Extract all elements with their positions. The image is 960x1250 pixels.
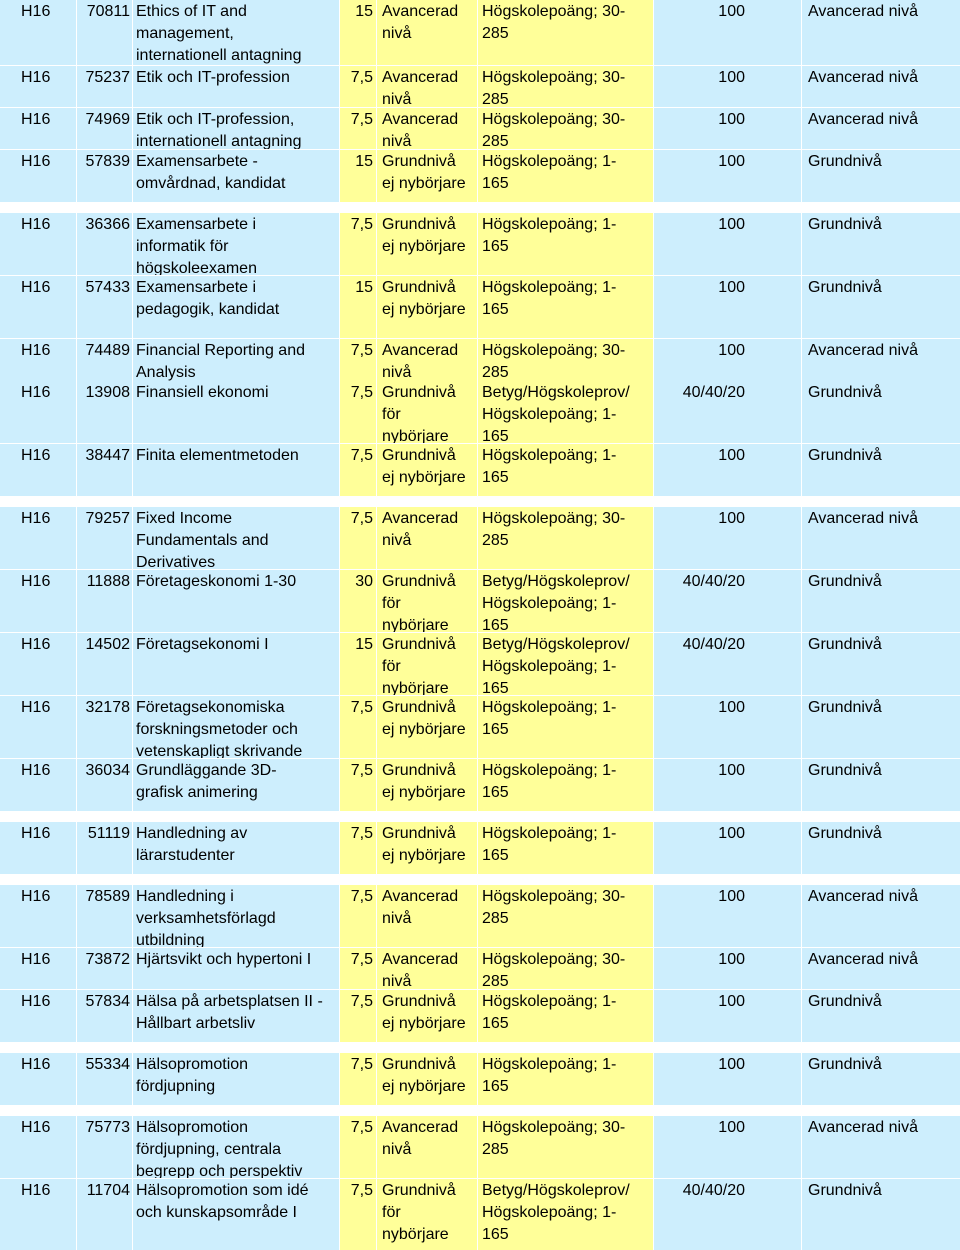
grading-cell: Betyg/Högskoleprov/ Högskolepoäng; 1- 165 bbox=[478, 633, 653, 695]
row-separator bbox=[0, 1042, 960, 1053]
row-separator bbox=[0, 874, 960, 885]
level-cell: Grundnivå ej nybörjare bbox=[377, 822, 477, 874]
percentage-cell: 100 bbox=[654, 276, 801, 338]
percentage-cell: 100 bbox=[654, 990, 801, 1042]
level-cell: Grundnivå ej nybörjare bbox=[377, 276, 477, 338]
level-cell: Grundnivå för nybörjare bbox=[377, 570, 477, 632]
table-row bbox=[0, 339, 960, 381]
term-cell: H16 bbox=[0, 759, 76, 811]
term-cell: H16 bbox=[0, 108, 76, 149]
level-cell: Grundnivå för nybörjare bbox=[377, 1179, 477, 1250]
table-row bbox=[0, 948, 960, 989]
percentage-cell: 100 bbox=[654, 696, 801, 758]
level-cell: Grundnivå ej nybörjare bbox=[377, 213, 477, 275]
percentage-cell: 100 bbox=[654, 885, 801, 947]
level-cell: Grundnivå ej nybörjare bbox=[377, 1053, 477, 1105]
level-cell: Grundnivå ej nybörjare bbox=[377, 990, 477, 1042]
row-separator bbox=[0, 1105, 960, 1116]
requirement-cell: Grundnivå bbox=[802, 276, 960, 338]
course-name-cell: Examensarbete i informatik för högskoleexamen bbox=[133, 213, 339, 275]
table-row bbox=[0, 276, 960, 338]
credits-cell: 7,5 bbox=[340, 1179, 376, 1250]
term-cell: H16 bbox=[0, 1116, 76, 1178]
row-separator bbox=[0, 496, 960, 507]
table-row bbox=[0, 213, 960, 275]
term-cell: H16 bbox=[0, 822, 76, 874]
table-row bbox=[0, 0, 960, 65]
percentage-cell: 100 bbox=[654, 108, 801, 149]
term-cell: H16 bbox=[0, 948, 76, 989]
course-code-cell: 73872 bbox=[77, 948, 132, 989]
level-cell: Avancerad nivå bbox=[377, 339, 477, 381]
course-name-cell: Etik och IT-profession bbox=[133, 66, 339, 107]
level-cell: Grundnivå ej nybörjare bbox=[377, 150, 477, 202]
level-cell: Avancerad nivå bbox=[377, 1116, 477, 1178]
percentage-cell: 100 bbox=[654, 66, 801, 107]
table-row bbox=[0, 990, 960, 1042]
table-row bbox=[0, 570, 960, 632]
credits-cell: 15 bbox=[340, 0, 376, 65]
term-cell: H16 bbox=[0, 66, 76, 107]
course-code-cell: 55334 bbox=[77, 1053, 132, 1105]
credits-cell: 7,5 bbox=[340, 444, 376, 496]
grading-cell: Högskolepoäng; 30- 285 bbox=[478, 66, 653, 107]
grading-cell: Högskolepoäng; 1- 165 bbox=[478, 150, 653, 202]
credits-cell: 15 bbox=[340, 633, 376, 695]
requirement-cell: Grundnivå bbox=[802, 696, 960, 758]
grading-cell: Högskolepoäng; 30- 285 bbox=[478, 507, 653, 569]
course-code-cell: 57834 bbox=[77, 990, 132, 1042]
grading-cell: Högskolepoäng; 1- 165 bbox=[478, 759, 653, 811]
credits-cell: 7,5 bbox=[340, 990, 376, 1042]
term-cell: H16 bbox=[0, 276, 76, 338]
course-name-cell: Grundläggande 3D- grafisk animering bbox=[133, 759, 339, 811]
course-code-cell: 74969 bbox=[77, 108, 132, 149]
term-cell: H16 bbox=[0, 696, 76, 758]
row-separator bbox=[0, 338, 960, 339]
level-cell: Avancerad nivå bbox=[377, 108, 477, 149]
term-cell: H16 bbox=[0, 213, 76, 275]
percentage-cell: 40/40/20 bbox=[654, 570, 801, 632]
course-name-cell: Hälsopromotion fördjupning bbox=[133, 1053, 339, 1105]
requirement-cell: Avancerad nivå bbox=[802, 507, 960, 569]
course-code-cell: 57839 bbox=[77, 150, 132, 202]
level-cell: Avancerad nivå bbox=[377, 948, 477, 989]
course-name-cell: Hälsopromotion som idé och kunskapsområde I bbox=[133, 1179, 339, 1250]
term-cell: H16 bbox=[0, 507, 76, 569]
credits-cell: 7,5 bbox=[340, 1053, 376, 1105]
grading-cell: Högskolepoäng; 1- 165 bbox=[478, 1053, 653, 1105]
course-name-cell: Financial Reporting and Analysis bbox=[133, 339, 339, 381]
course-code-cell: 36034 bbox=[77, 759, 132, 811]
grading-cell: Högskolepoäng; 1- 165 bbox=[478, 276, 653, 338]
course-name-cell: Examensarbete - omvårdnad, kandidat bbox=[133, 150, 339, 202]
course-code-cell: 79257 bbox=[77, 507, 132, 569]
table-row bbox=[0, 507, 960, 569]
term-cell: H16 bbox=[0, 570, 76, 632]
term-cell: H16 bbox=[0, 633, 76, 695]
requirement-cell: Avancerad nivå bbox=[802, 108, 960, 149]
percentage-cell: 100 bbox=[654, 150, 801, 202]
grading-cell: Högskolepoäng; 30- 285 bbox=[478, 885, 653, 947]
credits-cell: 7,5 bbox=[340, 213, 376, 275]
requirement-cell: Avancerad nivå bbox=[802, 885, 960, 947]
grading-cell: Betyg/Högskoleprov/ Högskolepoäng; 1- 165 bbox=[478, 1179, 653, 1250]
table-row bbox=[0, 381, 960, 443]
term-cell: H16 bbox=[0, 0, 76, 65]
course-code-cell: 75773 bbox=[77, 1116, 132, 1178]
percentage-cell: 100 bbox=[654, 1116, 801, 1178]
credits-cell: 7,5 bbox=[340, 885, 376, 947]
percentage-cell: 40/40/20 bbox=[654, 633, 801, 695]
level-cell: Avancerad nivå bbox=[377, 0, 477, 65]
course-name-cell: Etik och IT-profession, internationell antagning bbox=[133, 108, 339, 149]
requirement-cell: Grundnivå bbox=[802, 633, 960, 695]
percentage-cell: 100 bbox=[654, 948, 801, 989]
course-code-cell: 70811 bbox=[77, 0, 132, 65]
term-cell: H16 bbox=[0, 990, 76, 1042]
course-name-cell: Fixed Income Fundamentals and Derivatives bbox=[133, 507, 339, 569]
course-name-cell: Företagsekonomiska forskningsmetoder och vetenskapligt skrivande bbox=[133, 696, 339, 758]
term-cell: H16 bbox=[0, 150, 76, 202]
grading-cell: Betyg/Högskoleprov/ Högskolepoäng; 1- 165 bbox=[478, 381, 653, 443]
course-code-cell: 11888 bbox=[77, 570, 132, 632]
course-code-cell: 51119 bbox=[77, 822, 132, 874]
term-cell: H16 bbox=[0, 444, 76, 496]
table-row bbox=[0, 1116, 960, 1178]
course-name-cell: Företageskonomi 1-30 bbox=[133, 570, 339, 632]
credits-cell: 7,5 bbox=[340, 1116, 376, 1178]
level-cell: Grundnivå för nybörjare bbox=[377, 633, 477, 695]
term-cell: H16 bbox=[0, 339, 76, 381]
requirement-cell: Grundnivå bbox=[802, 990, 960, 1042]
course-name-cell: Företagsekonomi I bbox=[133, 633, 339, 695]
course-name-cell: Hälsa på arbetsplatsen II - Hållbart arbetsliv bbox=[133, 990, 339, 1042]
percentage-cell: 100 bbox=[654, 444, 801, 496]
requirement-cell: Avancerad nivå bbox=[802, 66, 960, 107]
percentage-cell: 100 bbox=[654, 1053, 801, 1105]
term-cell: H16 bbox=[0, 1053, 76, 1105]
requirement-cell: Grundnivå bbox=[802, 381, 960, 443]
level-cell: Avancerad nivå bbox=[377, 507, 477, 569]
course-name-cell: Handledning i verksamhetsförlagd utbildning bbox=[133, 885, 339, 947]
course-name-cell: Handledning av lärarstudenter bbox=[133, 822, 339, 874]
percentage-cell: 100 bbox=[654, 507, 801, 569]
table-row bbox=[0, 150, 960, 202]
grading-cell: Högskolepoäng; 1- 165 bbox=[478, 213, 653, 275]
requirement-cell: Grundnivå bbox=[802, 1053, 960, 1105]
grading-cell: Högskolepoäng; 30- 285 bbox=[478, 108, 653, 149]
credits-cell: 7,5 bbox=[340, 381, 376, 443]
requirement-cell: Grundnivå bbox=[802, 570, 960, 632]
course-name-cell: Examensarbete i pedagogik, kandidat bbox=[133, 276, 339, 338]
requirement-cell: Grundnivå bbox=[802, 444, 960, 496]
credits-cell: 7,5 bbox=[340, 507, 376, 569]
level-cell: Grundnivå för nybörjare bbox=[377, 381, 477, 443]
level-cell: Avancerad nivå bbox=[377, 885, 477, 947]
grading-cell: Högskolepoäng; 30- 285 bbox=[478, 0, 653, 65]
grading-cell: Högskolepoäng; 1- 165 bbox=[478, 444, 653, 496]
credits-cell: 7,5 bbox=[340, 108, 376, 149]
level-cell: Grundnivå ej nybörjare bbox=[377, 759, 477, 811]
grading-cell: Högskolepoäng; 30- 285 bbox=[478, 339, 653, 381]
credits-cell: 7,5 bbox=[340, 339, 376, 381]
credits-cell: 7,5 bbox=[340, 822, 376, 874]
percentage-cell: 100 bbox=[654, 759, 801, 811]
table-row bbox=[0, 444, 960, 496]
requirement-cell: Grundnivå bbox=[802, 1179, 960, 1250]
table-row bbox=[0, 1179, 960, 1250]
requirement-cell: Avancerad nivå bbox=[802, 948, 960, 989]
credits-cell: 7,5 bbox=[340, 948, 376, 989]
term-cell: H16 bbox=[0, 885, 76, 947]
course-name-cell: Finita elementmetoden bbox=[133, 444, 339, 496]
grading-cell: Högskolepoäng; 1- 165 bbox=[478, 822, 653, 874]
term-cell: H16 bbox=[0, 1179, 76, 1250]
grading-cell: Högskolepoäng; 1- 165 bbox=[478, 696, 653, 758]
grading-cell: Betyg/Högskoleprov/ Högskolepoäng; 1- 165 bbox=[478, 570, 653, 632]
credits-cell: 30 bbox=[340, 570, 376, 632]
course-code-cell: 13908 bbox=[77, 381, 132, 443]
level-cell: Grundnivå ej nybörjare bbox=[377, 444, 477, 496]
table-row bbox=[0, 885, 960, 947]
requirement-cell: Grundnivå bbox=[802, 213, 960, 275]
requirement-cell: Avancerad nivå bbox=[802, 1116, 960, 1178]
requirement-cell: Avancerad nivå bbox=[802, 0, 960, 65]
table-row bbox=[0, 822, 960, 874]
credits-cell: 7,5 bbox=[340, 696, 376, 758]
course-code-cell: 36366 bbox=[77, 213, 132, 275]
percentage-cell: 100 bbox=[654, 822, 801, 874]
table-row bbox=[0, 696, 960, 758]
percentage-cell: 100 bbox=[654, 339, 801, 381]
row-separator bbox=[0, 811, 960, 822]
table-row bbox=[0, 759, 960, 811]
course-name-cell: Finansiell ekonomi bbox=[133, 381, 339, 443]
requirement-cell: Avancerad nivå bbox=[802, 339, 960, 381]
requirement-cell: Grundnivå bbox=[802, 150, 960, 202]
percentage-cell: 100 bbox=[654, 213, 801, 275]
percentage-cell: 40/40/20 bbox=[654, 1179, 801, 1250]
course-name-cell: Hälsopromotion fördjupning, centrala begrepp och perspektiv bbox=[133, 1116, 339, 1178]
course-name-cell: Ethics of IT and management, internationell antagning bbox=[133, 0, 339, 65]
grading-cell: Högskolepoäng; 1- 165 bbox=[478, 990, 653, 1042]
level-cell: Grundnivå ej nybörjare bbox=[377, 696, 477, 758]
grading-cell: Högskolepoäng; 30- 285 bbox=[478, 948, 653, 989]
course-code-cell: 57433 bbox=[77, 276, 132, 338]
percentage-cell: 40/40/20 bbox=[654, 381, 801, 443]
credits-cell: 15 bbox=[340, 150, 376, 202]
row-separator bbox=[0, 202, 960, 213]
percentage-cell: 100 bbox=[654, 0, 801, 65]
table-row bbox=[0, 108, 960, 149]
course-code-cell: 32178 bbox=[77, 696, 132, 758]
credits-cell: 7,5 bbox=[340, 759, 376, 811]
level-cell: Avancerad nivå bbox=[377, 66, 477, 107]
course-name-cell: Hjärtsvikt och hypertoni I bbox=[133, 948, 339, 989]
course-code-cell: 11704 bbox=[77, 1179, 132, 1250]
table-row bbox=[0, 66, 960, 107]
requirement-cell: Grundnivå bbox=[802, 822, 960, 874]
course-code-cell: 74489 bbox=[77, 339, 132, 381]
credits-cell: 7,5 bbox=[340, 66, 376, 107]
course-code-cell: 38447 bbox=[77, 444, 132, 496]
table-row bbox=[0, 633, 960, 695]
term-cell: H16 bbox=[0, 381, 76, 443]
course-code-cell: 78589 bbox=[77, 885, 132, 947]
course-code-cell: 75237 bbox=[77, 66, 132, 107]
credits-cell: 15 bbox=[340, 276, 376, 338]
course-code-cell: 14502 bbox=[77, 633, 132, 695]
requirement-cell: Grundnivå bbox=[802, 759, 960, 811]
table-row bbox=[0, 1053, 960, 1105]
grading-cell: Högskolepoäng; 30- 285 bbox=[478, 1116, 653, 1178]
